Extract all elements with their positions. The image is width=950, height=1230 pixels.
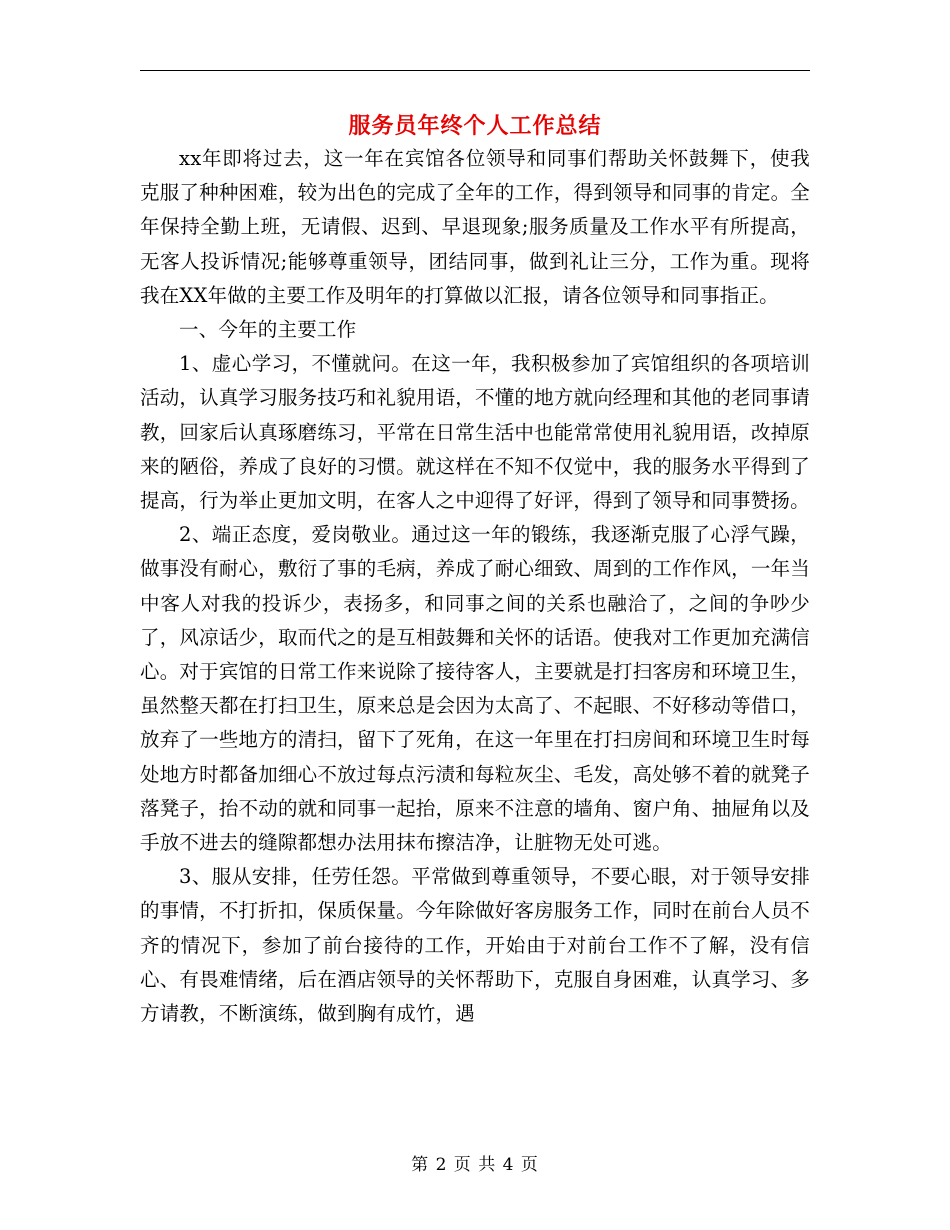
section-heading: 一、今年的主要工作 [179, 318, 357, 342]
page-number: 第 2 页 共 4 页 [411, 1155, 539, 1175]
paragraph-item-2: 2、端正态度，爱岗敬业。通过这一年的锻练，我逐渐克服了心浮气躁，做事没有耐心，敷衍了事的毛病，养成了耐心细致、周到的工作作风，一年当中客人对我的投诉少，表扬多，和同事之间的关系也融洽了，之间的争吵少了，风凉话少，取而代之的是互相鼓舞和关怀的话语。使我对工作更加充满信心。对于宾馆的日常工作来说除了接待客人，主要就是打扫客房和环境卫生，虽然整天都在打扫卫生，原来总是会因为太高了、不起眼、不好移动等借口，放弃了一些地方的清扫，留下了死角，在这一年里在打扫房间和环境卫生时每处地方时都备加细心不放过每点污渍和每粒灰尘、毛发，高处够不着的就凳子落凳子，抬不动的就和同事一起抬，原来不注意的墙角、窗户角、抽屉角以及手放不进去的缝隙都想办法用抹布擦洁净，让脏物无处可逃。 [140, 523, 810, 855]
paragraph-item-1: 1、虚心学习，不懂就问。在这一年，我积极参加了宾馆组织的各项培训活动，认真学习服务技巧和礼貌用语，不懂的地方就向经理和其他的老同事请教，回家后认真琢磨练习，平常在日常生活中也能常常使用礼貌用语，改掉原来的陋俗，养成了良好的习惯。就这样在不知不仅觉中，我的服务水平得到了提高，行为举止更加文明，在客人之中迎得了好评，得到了领导和同事赞扬。 [140, 352, 810, 513]
paragraph-intro: xx年即将过去，这一年在宾馆各位领导和同事们帮助关怀鼓舞下，使我克服了种种困难，较为出色的完成了全年的工作，得到领导和同事的肯定。全年保持全勤上班，无请假、迟到、早退现象;服务质量及工作水平有所提高，无客人投诉情况;能够尊重领导，团结同事，做到礼让三分，工作为重。现将我在XX年做的主要工作及明年的打算做以汇报，请各位领导和同事指正。 [140, 147, 810, 307]
header-rule [140, 70, 810, 71]
document-title: 服务员年终个人工作总结 [348, 113, 602, 139]
document-body [140, 142, 810, 1031]
paragraph-item-3: 3、服从安排，任劳任怨。平常做到尊重领导，不要心眼，对于领导安排的事情，不打折扣，保质保量。今年除做好客房服务工作，同时在前台人员不齐的情况下，参加了前台接待的工作，开始由于对前台工作不了解，没有信心、有畏难情绪，后在酒店领导的关怀帮助下，克服自身困难，认真学习、多方请教，不断演练，做到胸有成竹，遇 [140, 865, 810, 1026]
